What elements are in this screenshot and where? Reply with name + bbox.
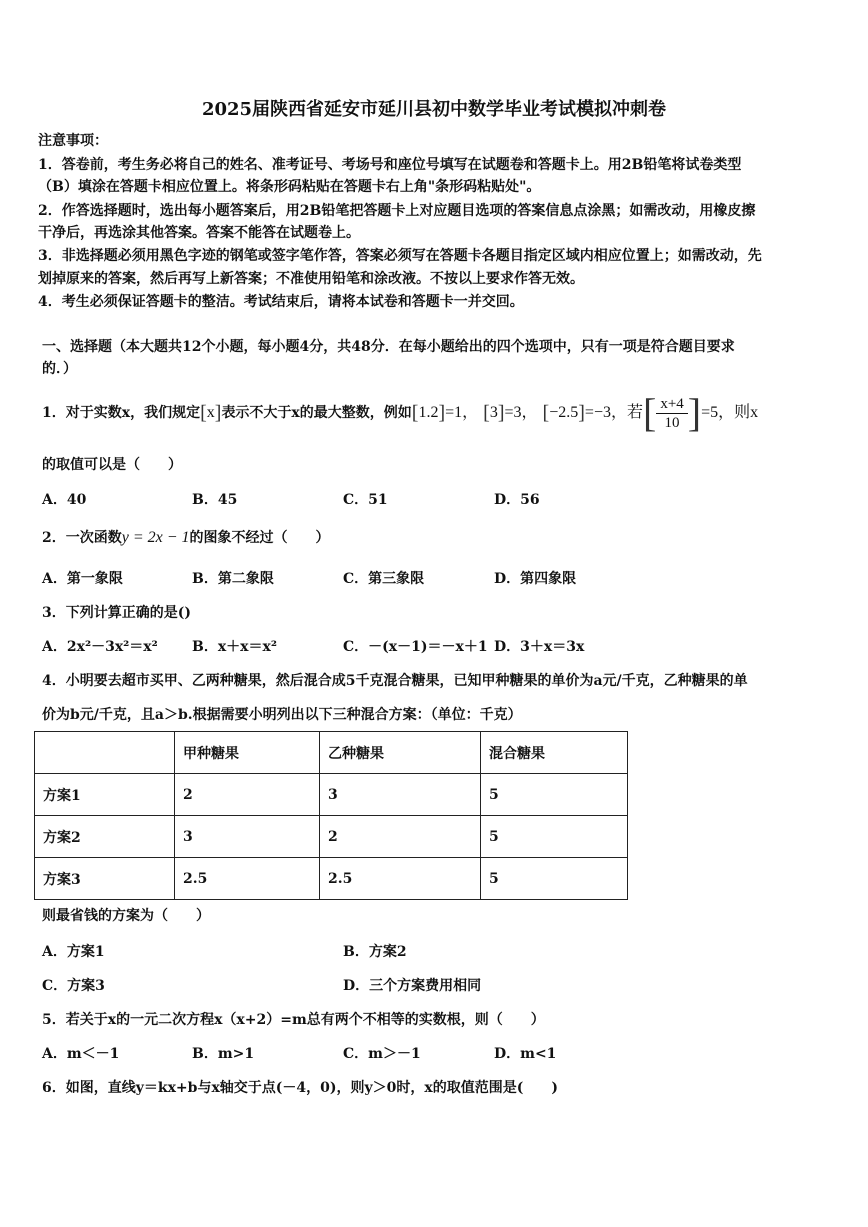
question-5-stem: 5．若关于x的一元二次方程x（x+2）=m总有两个不相等的实数根，则（ ） (42, 1012, 545, 1028)
option-c: C．方案3 (42, 978, 105, 994)
option-c: C．51 (343, 492, 388, 508)
option-d: D．三个方案费用相同 (343, 978, 482, 994)
notice-line: 干净后，再选涂其他答案。答案不能答在试题卷上。 (38, 225, 360, 241)
table-cell: 方案2 (35, 816, 175, 858)
mix-plan-table (34, 731, 628, 900)
floor-bracket-close-icon: ] (214, 402, 222, 424)
notice-line: 4．考生必须保证答题卡的整洁。考试结束后，请将本试卷和答题卡一并交回。 (38, 294, 524, 310)
table-cell: 2.5 (320, 858, 481, 900)
option-d: D．56 (494, 492, 540, 508)
notice-line: 1．答卷前，考生务必将自己的姓名、准考证号、考场号和座位号填写在试题卷和答题卡上。用2B铅笔将试卷类型 (38, 157, 742, 173)
option-b: B．m>1 (192, 1046, 255, 1062)
table-cell: 5 (481, 816, 628, 858)
table-cell: 2.5 (175, 858, 320, 900)
question-4-stem-cont: 价为b元/千克，且a＞b.根据需要小明列出以下三种混合方案：（单位：千克） (42, 707, 522, 723)
option-b: B．x＋x＝x² (192, 639, 278, 655)
notice-line: 划掉原来的答案，然后再写上新答案；不准使用铅笔和涂改液。不按以上要求作答无效。 (38, 271, 584, 287)
table-row (35, 858, 628, 900)
section-heading: 一、选择题（本大题共12个小题，每小题4分，共48分．在每小题给出的四个选项中，只有一项是符合题目要求 (42, 339, 735, 355)
table-cell: 方案1 (35, 774, 175, 816)
question-3-stem: 3．下列计算正确的是() (42, 605, 191, 621)
option-a: A．方案1 (42, 944, 105, 960)
notice-heading: 注意事项： (38, 133, 108, 149)
question-1-stem: 1．对于实数x，我们规定 [ x ] 表示不大于x的最大整数，例如 [ 1.2 ] =1， [ 3 ] =3， [ −2.5 ] =−3，若 [ $\frac{x+4}{10}$ ] =5，则x (42, 390, 759, 435)
table-cell: 方案3 (35, 858, 175, 900)
option-c: C．m＞－1 (343, 1046, 421, 1062)
option-a: A．第一象限 (42, 571, 123, 587)
question-4-stem: 4．小明要去超市买甲、乙两种糖果，然后混合成5千克混合糖果，已知甲种糖果的单价为a元/千克，乙种糖果的单 (42, 673, 748, 689)
table-header-cell (35, 732, 175, 774)
option-c: C．第三象限 (343, 571, 425, 587)
notice-line: 2．作答选择题时，选出每小题答案后，用2B铅笔把答题卡上对应题目选项的答案信息点涂黑；如需改动，用橡皮擦 (38, 203, 756, 219)
question-2-stem: 2．一次函数y = 2x − 1的图象不经过（ ） (42, 529, 330, 546)
option-b: B．45 (192, 492, 238, 508)
table-cell: 2 (320, 816, 481, 858)
table-header-row (35, 732, 628, 774)
notice-line: 3．非选择题必须用黑色字迹的钢笔或签字笔作答，答案必须写在答题卡各题目指定区域内相应位置上；如需改动，先 (38, 248, 762, 264)
table-row (35, 816, 628, 858)
option-d: D．m<1 (494, 1046, 557, 1062)
table-cell: 3 (320, 774, 481, 816)
question-6-stem: 6．如图，直线y＝kx+b与x轴交于点(－4，0)，则y＞0时，x的取值范围是( ) (42, 1080, 558, 1096)
option-a: A．2x²－3x²＝x² (42, 639, 158, 655)
table-cell: 5 (481, 774, 628, 816)
question-4-ask: 则最省钱的方案为（ ） (42, 908, 210, 924)
fraction: $\frac{x+4}{10}$ (656, 395, 687, 432)
option-a: A．m＜－1 (42, 1046, 120, 1062)
table-row (35, 774, 628, 816)
option-b: B．方案2 (343, 944, 407, 960)
notice-line: （B）填涂在答题卡相应位置上。将条形码粘贴在答题卡右上角"条形码粘贴处"。 (38, 179, 541, 195)
table-header-cell: 乙种糖果 (320, 732, 481, 774)
table-cell: 5 (481, 858, 628, 900)
table-cell: 2 (175, 774, 320, 816)
option-d: D．第四象限 (494, 571, 577, 587)
question-1-stem-cont: 的取值可以是（ ） (42, 457, 182, 473)
table-cell: 3 (175, 816, 320, 858)
option-c: C．－(x－1)＝－x＋1 (343, 639, 488, 655)
table-header-cell: 混合糖果 (481, 732, 628, 774)
option-b: B．第二象限 (192, 571, 274, 587)
section-heading-cont: 的．） (42, 361, 77, 377)
floor-bracket-open-icon: [ (200, 402, 207, 424)
option-a: A．40 (42, 492, 87, 508)
exam-title: 2025届陕西省延安市延川县初中数学毕业考试模拟冲刺卷 (201, 99, 667, 120)
table-header-cell: 甲种糖果 (175, 732, 320, 774)
option-d: D．3＋x＝3x (494, 639, 585, 655)
